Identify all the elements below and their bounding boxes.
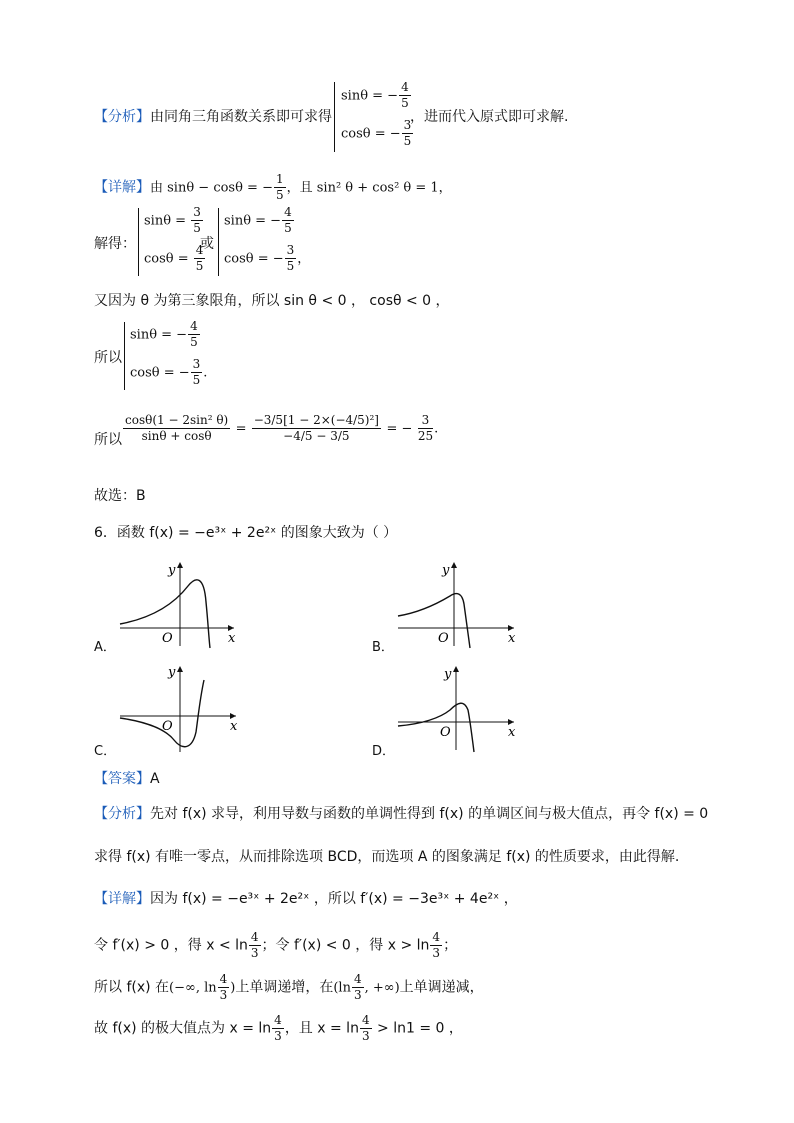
detail-tag: 【详解】 bbox=[94, 179, 150, 196]
analysis-text-after: ，进而代入原式即可求解. bbox=[410, 109, 569, 125]
final-expression: $\frac{\text{cosθ(1 − 2sin² θ)}}{\sin\theta + \cos\theta}$ = $\frac{\text{−3/5[1 − 2×(−4/5)²]}}{-4/5 - 3/5}$ = − $\frac{3}{25}$ . bbox=[125, 413, 439, 443]
brace bbox=[218, 208, 223, 276]
detail-1-line1: 【详解】由 sinθ − cosθ = − $\frac{1}{5}$ ，且 sin² θ + cos² θ = 1， bbox=[94, 172, 452, 202]
graph-d bbox=[392, 662, 522, 754]
detail-2-line2: 令 f′(x) > 0 ，得 x < ln $\frac{4}{3}$ ；令 f′(x) < 0 ，得 x > ln $\frac{4}{3}$ ； bbox=[94, 930, 458, 960]
svg-text:x: x bbox=[508, 631, 516, 646]
brace bbox=[138, 208, 143, 276]
final-label: 所以 bbox=[94, 432, 122, 448]
analysis-2-line1: 【分析】先对 f(x) 求导，利用导数与函数的单调性得到 f(x) 的单调区间与极大值点，再令 f(x) = 0 bbox=[94, 806, 709, 822]
final-mid: $\frac{\text{−3/5[1 − 2×(−4/5)²]}}{-4/5 - 3/5}$ bbox=[253, 413, 379, 443]
final-lhs: $\frac{\text{cosθ(1 − 2sin² θ)}}{\sin\theta + \cos\theta}$ bbox=[125, 413, 229, 443]
svg-text:O: O bbox=[440, 725, 451, 740]
so-eq2: cosθ = − $\frac{3}{5}$ . bbox=[130, 357, 208, 387]
solution2-eq2: cosθ = − $\frac{3}{5}$ ， bbox=[224, 243, 311, 273]
so-label: 所以 bbox=[94, 350, 122, 366]
svg-text:x: x bbox=[230, 719, 238, 734]
detail-2-line4: 故 f(x) 的极大值点为 x = ln $\frac{4}{3}$ ，且 x = ln $\frac{4}{3}$ > ln1 = 0 ， bbox=[94, 1013, 463, 1043]
system-eq1: sinθ = − $\frac{4}{5}$ bbox=[341, 80, 409, 110]
answer-tag: 【答案】 bbox=[94, 771, 150, 787]
svg-text:O: O bbox=[438, 631, 449, 646]
detail-2-line3: 所以 f(x) 在(−∞, ln $\frac{4}{3}$ )上单调递增，在(ln $\frac{4}{3}$ , +∞)上单调递减， bbox=[94, 972, 484, 1002]
graph-a bbox=[112, 558, 242, 650]
graph-b bbox=[392, 558, 522, 650]
analysis-1 bbox=[94, 107, 332, 127]
solve-label: 解得： bbox=[94, 236, 136, 252]
solution2-eq1: sinθ = − $\frac{4}{5}$ bbox=[224, 205, 292, 235]
svg-text:x: x bbox=[228, 631, 236, 646]
choose-line: 故选：B bbox=[94, 488, 146, 504]
option-b-label[interactable]: B． bbox=[372, 640, 394, 655]
option-c-label[interactable]: C． bbox=[94, 744, 117, 759]
analysis-tag: 【分析】 bbox=[94, 109, 150, 125]
analysis-text: 由同角三角函数关系即可求得 bbox=[150, 109, 332, 125]
answer-value: A bbox=[150, 771, 160, 787]
svg-text:y: y bbox=[168, 563, 176, 578]
answer-line bbox=[94, 769, 160, 789]
quadrant-line: 又因为 θ 为第三象限角，所以 sin θ < 0 ， cosθ < 0 ， bbox=[94, 293, 450, 309]
analysis-2-line2: 求得 f(x) 有唯一零点，从而排除选项 BCD，而选项 A 的图象满足 f(x) 的性质要求，由此得解. bbox=[94, 849, 680, 865]
svg-text:O: O bbox=[162, 631, 173, 646]
svg-text:y: y bbox=[442, 563, 450, 578]
detail-2-line1: 【详解】因为 f(x) = −e³ˣ + 2e²ˣ ，所以 f′(x) = −3e³ˣ + 4e²ˣ ， bbox=[94, 891, 518, 907]
svg-text:x: x bbox=[508, 725, 516, 740]
svg-text:y: y bbox=[444, 667, 452, 682]
solution1-eq1: sinθ = $\frac{3}{5}$ bbox=[144, 205, 201, 235]
graph-c bbox=[112, 662, 242, 754]
so-eq1: sinθ = − $\frac{4}{5}$ bbox=[130, 319, 198, 349]
system-eq2: cosθ = − $\frac{3}{5}$ bbox=[341, 118, 412, 148]
or-word: 或 bbox=[200, 236, 214, 252]
brace bbox=[334, 82, 339, 152]
option-d-label[interactable]: D． bbox=[372, 744, 396, 759]
solution1-eq2: cosθ = $\frac{4}{5}$ bbox=[144, 243, 204, 273]
option-a-label[interactable]: A． bbox=[94, 640, 116, 655]
svg-text:O: O bbox=[162, 719, 173, 734]
question-6-stem: 6．函数 f(x) = −e³ˣ + 2e²ˣ 的图象大致为（ ） bbox=[94, 525, 398, 541]
brace bbox=[124, 322, 129, 390]
svg-text:y: y bbox=[168, 665, 176, 680]
